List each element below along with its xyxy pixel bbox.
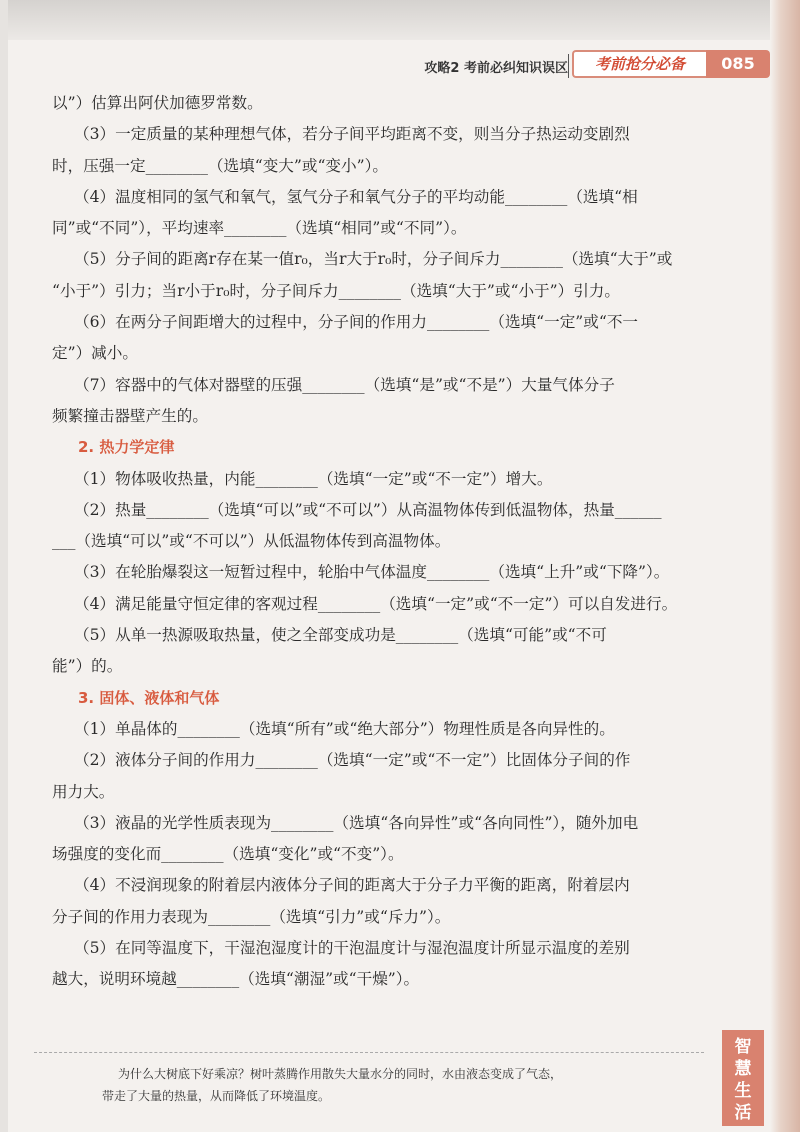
text-line: （4）满足能量守恒定律的客观过程________（选填“一定”或“不一定”）可以自发进行。 (74, 594, 678, 613)
section-heading-thermodynamics: 2. 热力学定律 (78, 438, 175, 457)
text-line: 以”）估算出阿伏加德罗常数。 (52, 94, 263, 112)
tip-note-line: 为什么大树底下好乘凉？树叶蒸腾作用散失大量水分的同时，水由液态变成了气态， (118, 1067, 563, 1081)
page-edge-top (0, 0, 800, 40)
side-tag-char: 生 (734, 1081, 752, 1101)
text-line: 用力大。 (52, 782, 115, 801)
page-header (0, 50, 770, 80)
side-tag-char: 慧 (734, 1059, 752, 1079)
text-line: ___（选填“可以”或“不可以”）从低温物体传到高温物体。 (52, 532, 451, 551)
text-line: （5）在同等温度下，干湿泡湿度计的干泡温度计与湿泡温度计所显示温度的差别 (74, 939, 630, 958)
header-divider (568, 54, 569, 78)
text-line: （5）分子间的距离r存在某一值r₀，当r大于r₀时，分子间斥力________（选填“大于”或 (74, 250, 673, 269)
text-line: 频繁撞击器壁产生的。 (52, 406, 208, 425)
text-line: 同”或“不同”），平均速率________（选填“相同”或“不同”）。 (52, 219, 467, 238)
text-line: 能”）的。 (52, 657, 123, 676)
text-line: （3）液晶的光学性质表现为________（选填“各向异性”或“各向同性”），随外加电 (74, 813, 639, 832)
section-heading-solids-liquids-gases: 3. 固体、液体和气体 (78, 688, 220, 707)
text-line: “小于”）引力；当r小于r₀时，分子间斥力________（选填“大于”或“小于”）引力。 (52, 281, 620, 300)
text-line: （1）物体吸收热量，内能________（选填“一定”或“不一定”）增大。 (74, 469, 553, 488)
chapter-title: 攻略2 考前必纠知识误区 (424, 61, 568, 76)
text-line: （7）容器中的气体对器壁的压强________（选填“是”或“不是”）大量气体分子 (74, 375, 615, 394)
text-line: 定”）减小。 (52, 344, 138, 363)
text-line: （4）不浸润现象的附着层内液体分子间的距离大于分子力平衡的距离，附着层内 (74, 876, 630, 895)
side-tag-char: 智 (734, 1037, 752, 1057)
text-line: （6）在两分子间距增大的过程中，分子间的作用力________（选填“一定”或“不一 (74, 313, 639, 332)
tip-note-line: 带走了大量的热量，从而降低了环境温度。 (102, 1089, 331, 1103)
text-line: （3）在轮胎爆裂这一短暂过程中，轮胎中气体温度________（选填“上升”或“下降”）。 (74, 563, 670, 582)
text-line: （1）单晶体的________（选填“所有”或“绝大部分”）物理性质是各向异性的。 (74, 719, 615, 738)
text-line: （2）液体分子间的作用力________（选填“一定”或“不一定”）比固体分子间的作 (74, 751, 631, 770)
side-tag (722, 1030, 764, 1126)
text-line: （2）热量________（选填“可以”或“不可以”）从高温物体传到低温物体，热量______ (74, 500, 662, 519)
text-line: 时，压强一定________（选填“变大”或“变小”）。 (52, 156, 388, 175)
text-line: 场强度的变化而________（选填“变化”或“不变”）。 (52, 845, 404, 864)
tip-note (34, 1052, 704, 1113)
page-number: 085 (706, 50, 770, 78)
page-edge-right (770, 0, 800, 1132)
page-edge-left (0, 0, 8, 1132)
text-line: （3）一定质量的某种理想气体，若分子间平均距离不变，则当分子热运动变剧烈 (74, 125, 630, 144)
text-line: （4）温度相同的氢气和氧气，氢气分子和氧气分子的平均动能________（选填“相 (74, 187, 638, 206)
text-line: 分子间的作用力表现为________（选填“引力”或“斥力”）。 (52, 907, 451, 926)
side-tag-char: 活 (734, 1103, 752, 1123)
page-content (52, 88, 745, 996)
header-badge: 考前抢分必备 (572, 50, 706, 78)
text-line: 越大，说明环境越________（选填“潮湿”或“干燥”）。 (52, 970, 420, 989)
text-line: （5）从单一热源吸取热量，使之全部变成功是________（选填“可能”或“不可 (74, 626, 607, 645)
